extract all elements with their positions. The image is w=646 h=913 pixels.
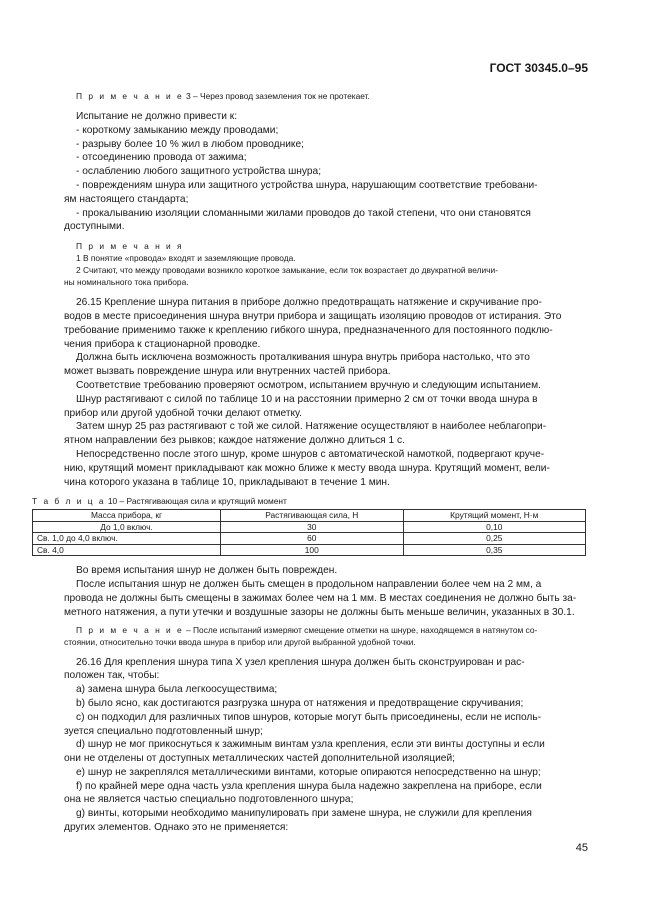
bullet-item-cont: ям настоящего стандарта; xyxy=(64,193,189,205)
table-row xyxy=(33,544,586,556)
page-body xyxy=(32,90,586,835)
bullet-item: - разрыву более 10 % жил в любом проводнике; xyxy=(76,138,305,150)
clause-26-15-line: прибор или другой удобной точки делают отметку. xyxy=(64,407,302,419)
clause-26-16-line: положен так, чтобы: xyxy=(64,670,160,682)
clause-26-15-line: чина которого указана в таблице 10, прикладывают в течение 1 мин. xyxy=(64,476,390,488)
post-test-line: метного натяжения, а пути утечки и воздушные зазоры не должны быть меньше величин, указанных в 30.1. xyxy=(64,606,575,618)
clause-26-16-item: d) шнур не мог прикоснуться к зажимным винтам узла крепления, если эти винты доступны и если xyxy=(76,739,545,751)
note-3-label: П р и м е ч а н и е xyxy=(76,91,184,101)
note-item-cont: ны номинального тока прибора. xyxy=(64,277,189,288)
post-test-line: провода не должны быть смещены в зажимах более чем на 1 мм. В местах соединения не должно быть за- xyxy=(64,592,577,604)
table-cell: 0,25 xyxy=(403,533,586,545)
bullet-item: - отсоединению провода от зажима; xyxy=(76,152,247,164)
clause-26-15-line: требование применимо также к креплению гибкого шнура, предназначенного для постоянного подклю- xyxy=(64,324,553,336)
document-code: ГОСТ 30345.0–95 xyxy=(489,61,588,75)
clause-26-15-line: Непосредственно после этого шнур, кроме шнуров с автоматической намоткой, подвергают круче- xyxy=(76,448,545,460)
clause-26-15-line: Затем шнур 25 раз растягивают с той же силой. Натяжение осуществляют в наиболее неблагопри- xyxy=(76,421,547,433)
clause-26-16-item: f) по крайней мере одна часть узла крепления шнура была надежно закреплена на приборе, если xyxy=(76,780,542,792)
table-caption-label: Т а б л и ц а xyxy=(32,496,106,507)
test-intro: Испытание не должно привести к: xyxy=(76,111,238,122)
clause-26-16-item: a) замена шнура была легкоосуществима; xyxy=(76,684,278,696)
clause-26-15-line: Шнур растягивают с силой по таблице 10 и на расстоянии примерно 2 см от точки ввода шнура в xyxy=(76,393,538,405)
table-cell: 60 xyxy=(221,533,403,545)
table-cell: До 1,0 включ. xyxy=(33,521,221,533)
clause-26-15-line: Соответствие требованию проверяют осмотром, испытанием вручную и следующим испытанием. xyxy=(76,379,541,391)
clause-26-16-line: они не отделены от доступных металлических частей дополнительной изоляцией; xyxy=(64,753,455,765)
note-after-cont: стоянии, относительно точки ввода шнура в прибор или другой выбранной удобной точки. xyxy=(64,636,416,647)
table-cell: 0,35 xyxy=(403,544,586,556)
note-after-text: – После испытаний измеряют смещение отметки на шнуре, находящемся в натянутом со- xyxy=(183,624,538,635)
clause-26-15-line: ятном направлении без рывков; каждое натяжение должно длиться 1 с. xyxy=(64,435,405,447)
clause-26-15-line: 26.15 Крепление шнура питания в приборе должно предотвращать натяжение и скручивание про- xyxy=(76,297,542,309)
note-item: 1 В понятие «провода» входят и заземляющие провода. xyxy=(76,253,296,264)
table-cell: 100 xyxy=(221,544,403,556)
notes-heading: П р и м е ч а н и я xyxy=(76,241,184,252)
bullet-item: - прокалыванию изоляции сломанными жилами проводов до такой степени, что они становятся xyxy=(76,207,531,219)
clause-26-15-line: может вызвать повреждение шнура или внутренних частей прибора. xyxy=(64,366,391,378)
clause-26-16-item: e) шнур не закреплялся металлическими винтами, которые опираются непосредственно на шнур; xyxy=(76,766,541,778)
table-header: Растягивающая сила, Н xyxy=(221,510,403,522)
force-torque-table xyxy=(32,509,586,556)
table-row xyxy=(33,521,586,533)
note-3-text: 3 – Через провод заземления ток не протекает. xyxy=(183,91,370,101)
table-header: Масса прибора, кг xyxy=(33,510,221,522)
note-after-label: П р и м е ч а н и е xyxy=(76,624,184,635)
post-test-line: После испытания шнур не должен быть смещен в продольном направлении более чем на 2 мм, а xyxy=(76,579,542,591)
bullet-item-cont: доступными. xyxy=(64,221,125,233)
page-number: 45 xyxy=(575,842,588,854)
table-cell: Св. 1,0 до 4,0 включ. xyxy=(33,533,221,545)
clause-26-16-line: зуется специально подготовленный шнур; xyxy=(64,725,263,737)
bullet-item: - короткому замыканию между проводами; xyxy=(76,124,279,136)
post-test-line: Во время испытания шнур не должен быть поврежден. xyxy=(76,565,338,577)
table-caption-text: 10 – Растягивающая сила и крутящий момент xyxy=(105,496,287,507)
bullet-item: - ослаблению любого защитного устройства шнура; xyxy=(76,166,322,178)
table-header: Крутящий момент, Н·м xyxy=(403,510,586,522)
note-3 xyxy=(64,90,586,102)
table-cell: Св. 4,0 xyxy=(33,544,221,556)
table-cell: 0,10 xyxy=(403,521,586,533)
clause-26-16-line: 26.16 Для крепления шнура типа Х узел крепления шнура должен быть сконструирован и рас- xyxy=(76,656,525,668)
table-row xyxy=(33,533,586,545)
clause-26-16-line: других элементов. Однако это не применяется: xyxy=(64,822,289,834)
note-after-table xyxy=(64,624,586,636)
clause-26-16-item: g) винты, которыми необходимо манипулировать при замене шнура, не служили для крепления xyxy=(76,808,532,820)
clause-26-15-line: нию, крутящий момент прикладывают как можно ближе к месту ввода шнура. Крутящий момент, вели- xyxy=(64,462,550,474)
table-cell: 30 xyxy=(221,521,403,533)
note-item: 2 Считают, что между проводами возникло короткое замыкание, если ток возрастает до двукратной величи- xyxy=(76,265,498,276)
clause-26-16-line: она не является частью специально подготовленного шнура; xyxy=(64,794,354,806)
bullet-item: - повреждениям шнура или защитного устройства шнура, нарушающим соответствие требовани- xyxy=(76,179,538,191)
clause-26-15-line: Должна быть исключена возможность проталкивания шнура внутрь прибора настолько, что это xyxy=(76,352,530,364)
clause-26-15-line: водов в месте присоединения шнура внутри прибора и защищать изоляцию проводов от истирания. Это xyxy=(64,310,562,322)
clause-26-16-item: b) было ясно, как достигаются разгрузка шнура от натяжения и предотвращение скручивания; xyxy=(76,697,524,709)
clause-26-15-line: чения прибора к стационарной проводке. xyxy=(64,338,261,350)
clause-26-16-item: c) он подходил для различных типов шнуров, которые могут быть присоединены, если не исполь- xyxy=(76,711,542,723)
table-caption xyxy=(32,495,586,507)
